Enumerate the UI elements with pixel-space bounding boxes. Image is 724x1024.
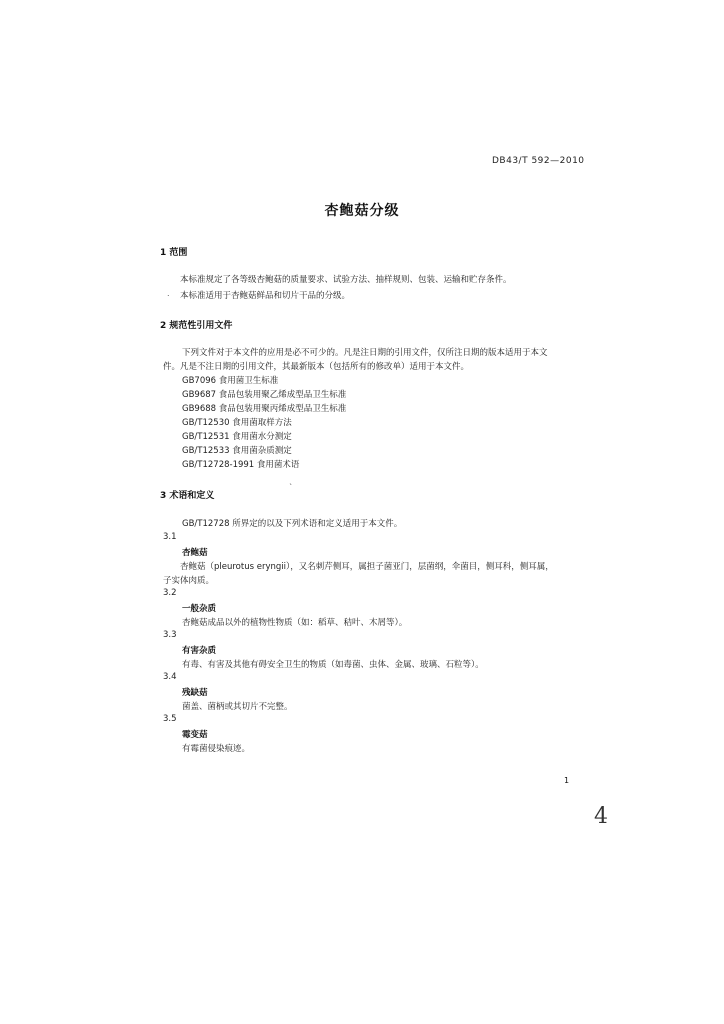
section-3-intro: GB/T12728 所界定的以及下列术语和定义适用于本文件。 [182,519,403,529]
term-number: 3.1 [163,532,177,542]
term-name: 霉变菇 [182,730,208,740]
section-1-heading: 1 范围 [160,248,188,258]
page-number: 1 [564,776,570,785]
scan-speck: ` [289,483,293,492]
document-title: 杏鲍菇分级 [324,203,400,219]
handwritten-mark: 4 [594,804,608,829]
reference-item: GB/T12530 食用菌取样方法 [182,418,292,428]
term-definition: 杏鲍菇（pleurotus eryngii），又名刺芹侧耳，属担子菌亚门，层菌纲，伞菌目，侧耳科，侧耳属， [180,562,554,572]
reference-item: GB/T12531 食用菌水分测定 [182,432,292,442]
term-definition: 杏鲍菇成品以外的植物性物质（如：稻草、秸叶、木屑等）。 [182,618,408,628]
standard-code: DB43/T 592—2010 [492,156,585,166]
term-number: 3.3 [163,630,177,640]
term-definition: 菌盖、菌柄或其切片不完整。 [182,702,293,712]
reference-item: GB9688 食品包装用聚丙烯成型品卫生标准 [182,404,347,414]
section-2-heading: 2 规范性引用文件 [160,321,233,331]
section-1-line-2: 本标准适用于杏鲍菇鲜品和切片干品的分级。 [180,291,351,301]
reference-item: GB9687 食品包装用聚乙烯成型品卫生标准 [182,390,347,400]
term-definition: 有霉菌侵染痕迹。 [182,744,251,754]
section-2-intro-1: 下列文件对于本文件的应用是必不可少的。凡是注日期的引用文件，仅所注日期的版本适用于本文 [182,348,548,358]
term-name: 一般杂质 [182,604,217,614]
section-2-intro-2: 件。凡是不注日期的引用文件，其最新版本（包括所有的修改单）适用于本文件。 [163,362,470,372]
section-3-heading: 3 术语和定义 [160,491,215,501]
term-number: 3.4 [163,672,177,682]
scan-speck: . [167,289,170,298]
reference-item: GB/T12728-1991 食用菌术语 [182,460,300,470]
term-definition: 子实体肉质。 [163,576,215,586]
section-1-line-1: 本标准规定了各等级杏鲍菇的质量要求、试验方法、抽样规则、包装、运输和贮存条件。 [180,275,512,285]
term-name: 杏鲍菇 [182,548,208,558]
term-number: 3.2 [163,588,177,598]
term-number: 3.5 [163,714,177,724]
reference-item: GB7096 食用菌卫生标准 [182,376,279,386]
term-name: 有害杂质 [182,646,217,656]
term-definition: 有毒、有害及其他有碍安全卫生的物质（如毒菌、虫体、金属、玻璃、石粒等）。 [182,660,484,670]
reference-item: GB/T12533 食用菌杂质测定 [182,446,292,456]
term-name: 残缺菇 [182,688,208,698]
